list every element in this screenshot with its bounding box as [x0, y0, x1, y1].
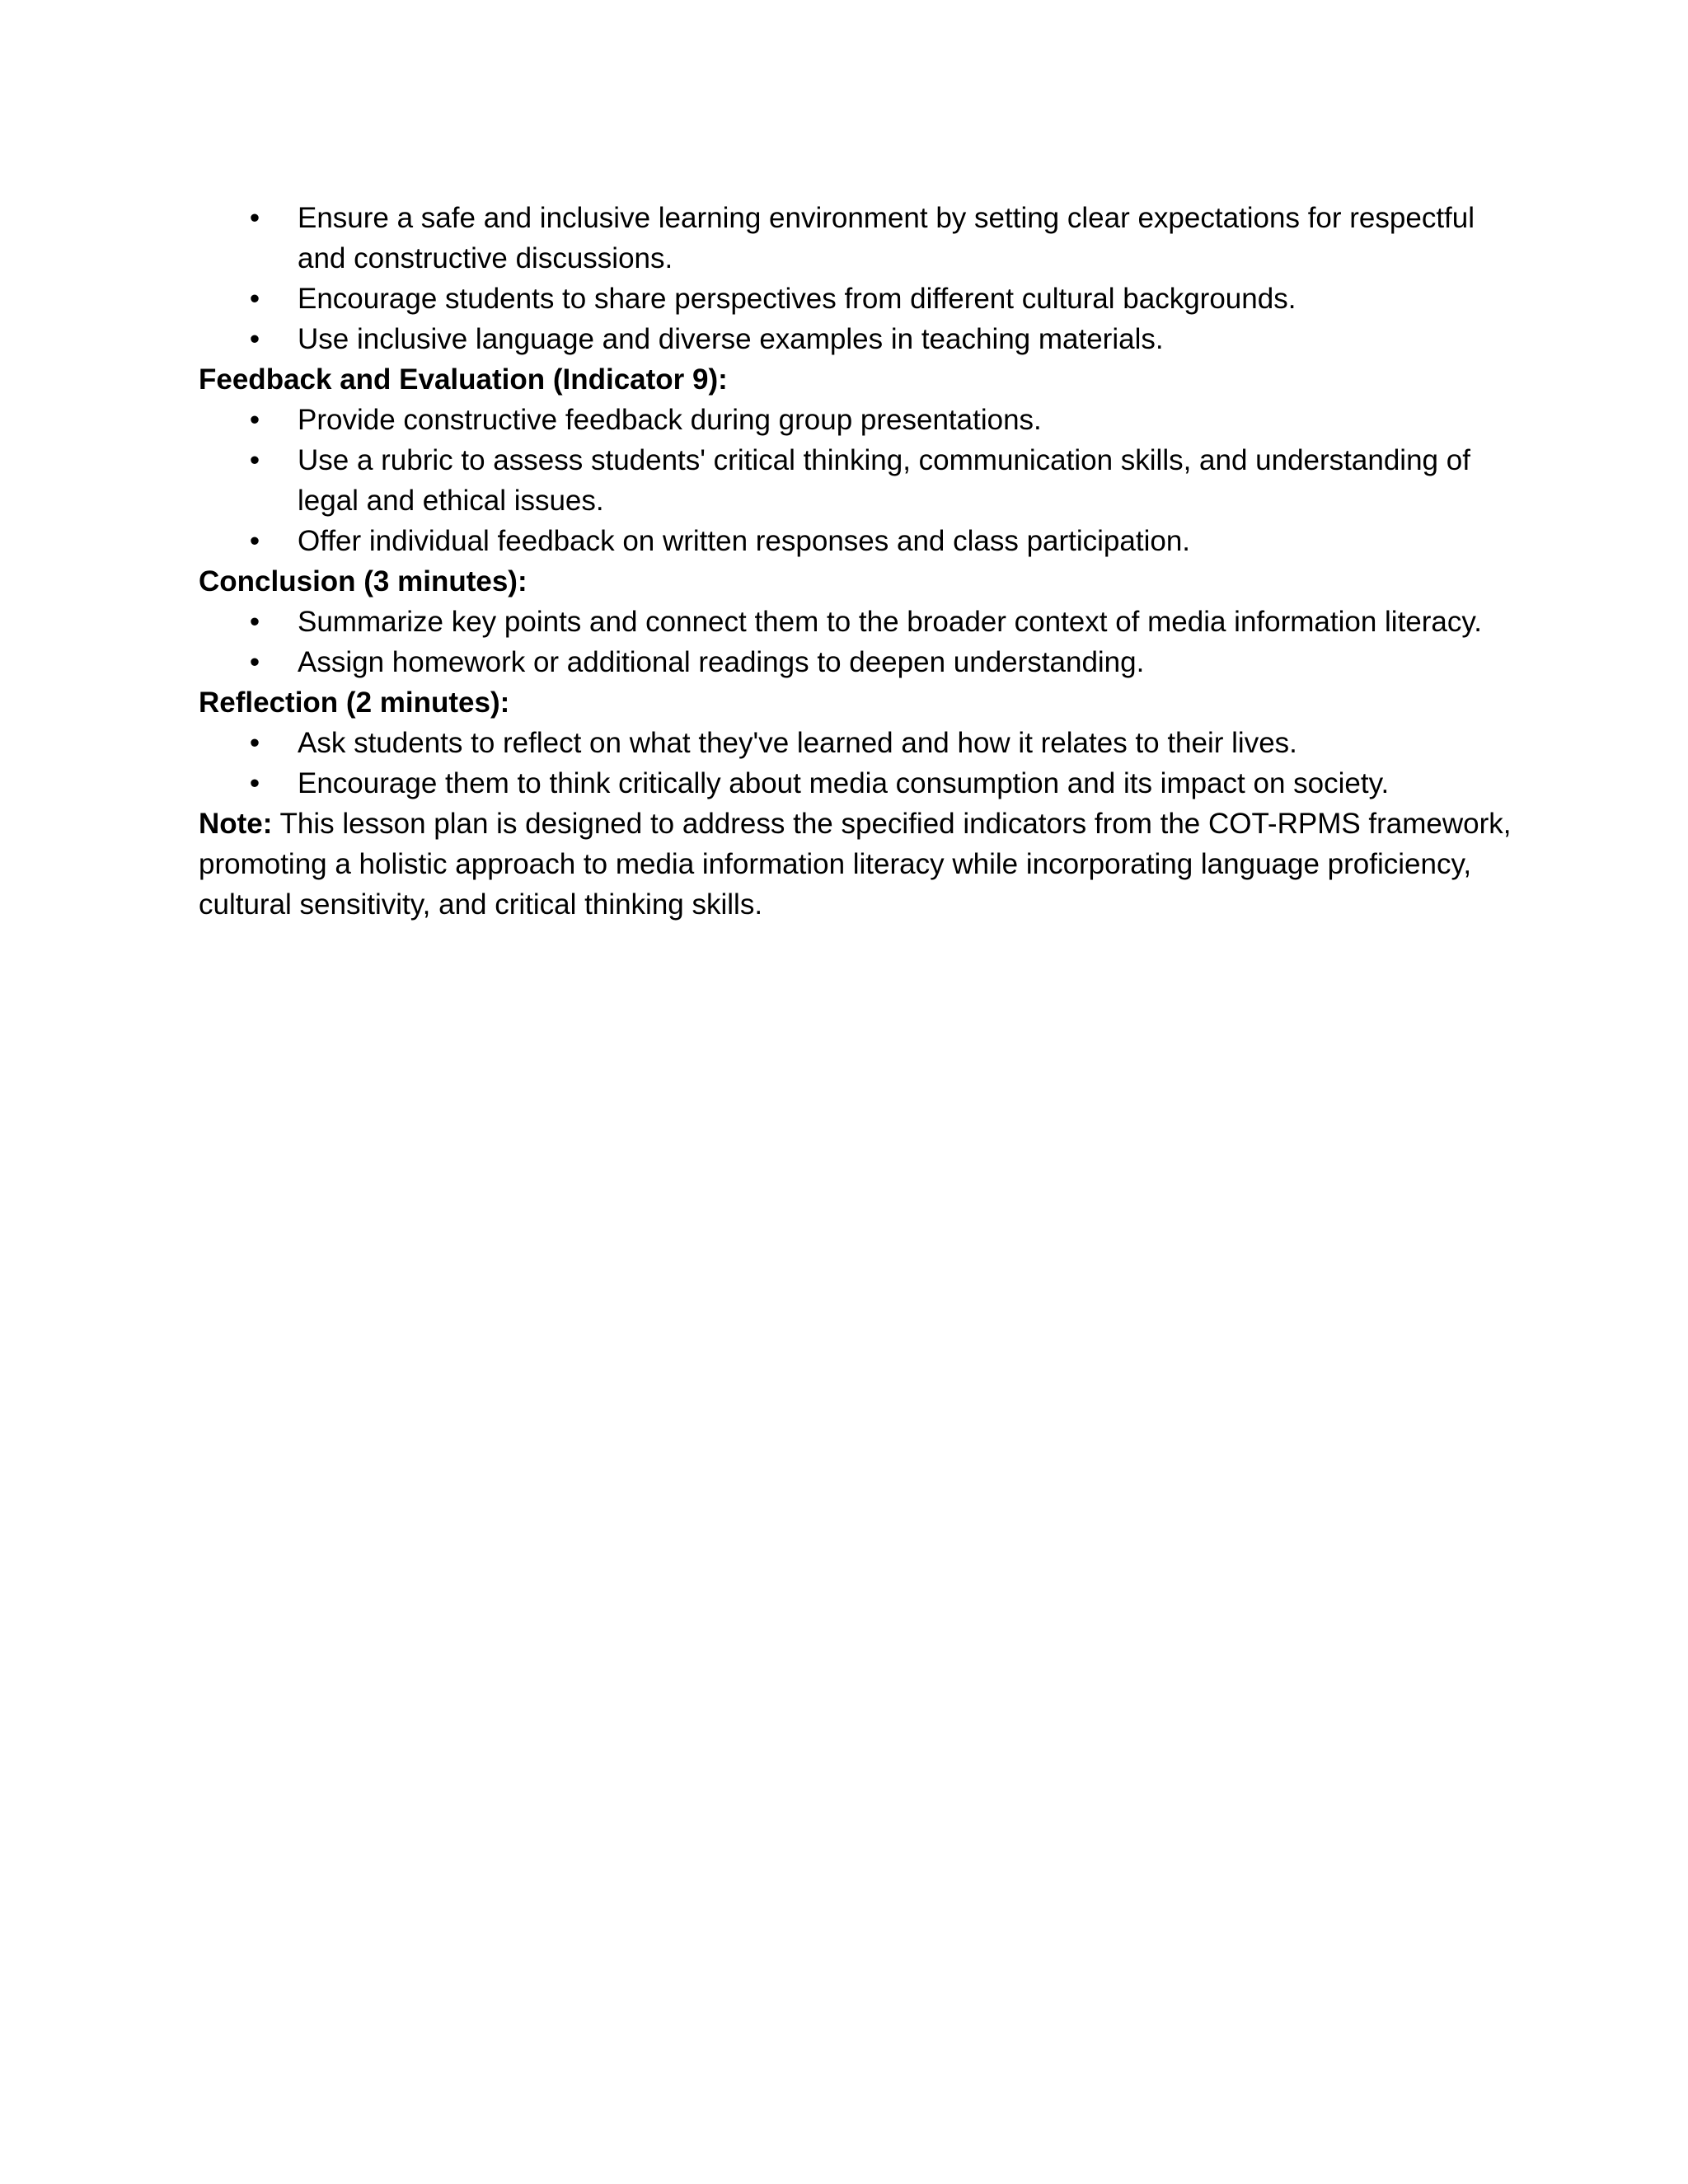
list-item: [249, 723, 1517, 763]
bullet-icon: •: [249, 646, 260, 678]
list-item-text: Encourage students to share perspectives from different cultural backgrounds.: [298, 283, 1296, 315]
list-item-text: Use inclusive language and diverse examples in teaching materials.: [298, 323, 1164, 355]
bullet-icon: •: [249, 767, 260, 799]
reflection-heading: Reflection (2 minutes):: [199, 687, 510, 719]
note-text: This lesson plan is designed to address the specified indicators from the COT-RPMS framework, promoting a holistic approach to media information literacy while incorporating language proficiency, cultural sensitivity, and critical thinking skills.: [199, 808, 1512, 921]
feedback-bullet-list: [199, 400, 1517, 561]
list-item: [249, 440, 1517, 521]
list-item-text: Ensure a safe and inclusive learning environment by setting clear expectations for respectful and constructive discussions.: [298, 202, 1475, 274]
bullet-icon: •: [249, 525, 260, 557]
document-page: [199, 198, 1517, 925]
list-item: [249, 602, 1517, 642]
bullet-icon: •: [249, 202, 260, 234]
list-item-text: Use a rubric to assess students' critical thinking, communication skills, and understanding of legal and ethical issues.: [298, 444, 1470, 517]
reflection-bullet-list: [199, 723, 1517, 804]
intro-bullet-list: [199, 198, 1517, 359]
bullet-icon: •: [249, 323, 260, 355]
conclusion-bullet-list: [199, 602, 1517, 682]
list-item: [249, 279, 1517, 319]
list-item-text: Assign homework or additional readings to deepen understanding.: [298, 646, 1145, 678]
list-item-text: Summarize key points and connect them to the broader context of media information literacy.: [298, 606, 1483, 638]
list-item: [249, 400, 1517, 440]
list-item-text: Ask students to reflect on what they've learned and how it relates to their lives.: [298, 727, 1297, 759]
list-item: [249, 198, 1517, 279]
conclusion-heading: Conclusion (3 minutes):: [199, 565, 528, 598]
bullet-icon: •: [249, 727, 260, 759]
note-label: Note:: [199, 808, 273, 840]
list-item: [249, 521, 1517, 561]
bullet-icon: •: [249, 444, 260, 476]
list-item: [249, 319, 1517, 359]
list-item-text: Encourage them to think critically about media consumption and its impact on society.: [298, 767, 1390, 799]
bullet-icon: •: [249, 404, 260, 436]
list-item: [249, 763, 1517, 804]
bullet-icon: •: [249, 283, 260, 315]
note-paragraph: [199, 804, 1517, 925]
list-item-text: Offer individual feedback on written responses and class participation.: [298, 525, 1191, 557]
feedback-heading: Feedback and Evaluation (Indicator 9):: [199, 363, 728, 396]
bullet-icon: •: [249, 606, 260, 638]
list-item-text: Provide constructive feedback during group presentations.: [298, 404, 1042, 436]
list-item: [249, 642, 1517, 682]
